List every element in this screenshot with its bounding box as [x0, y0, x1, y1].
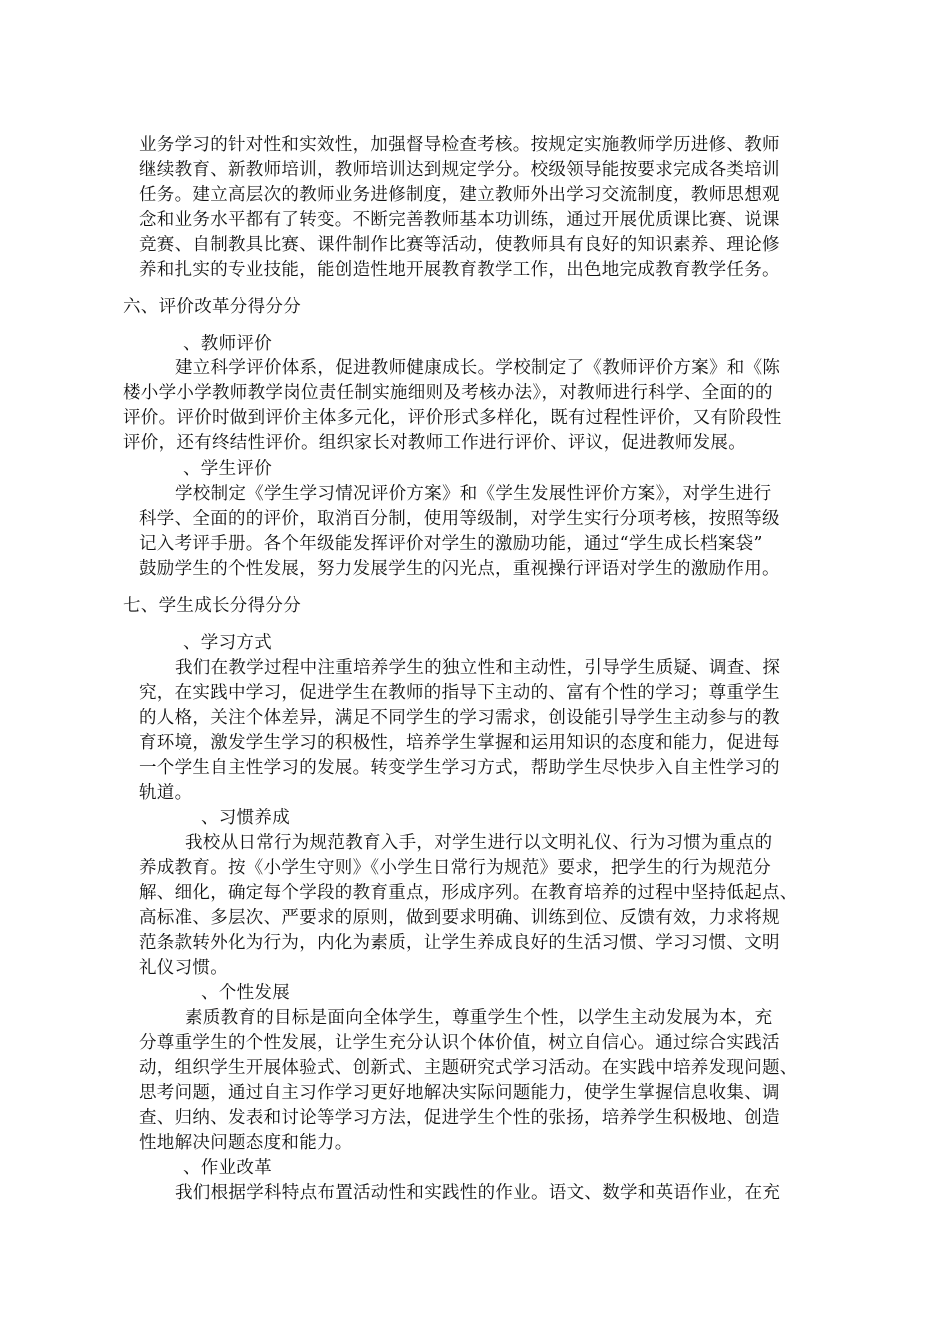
paragraph-line: 究，在实践中学习，促进学生在教师的指导下主动的、富有个性的学习；尊重学生	[139, 683, 780, 703]
subheading-learning-style: 、学习方式	[183, 633, 272, 653]
paragraph-line: 鼓励学生的个性发展，努力发展学生的闪光点，重视操行评语对学生的激励作用。	[139, 559, 780, 579]
paragraph-line: 高标准、多层次、严要求的原则，做到要求明确、训练到位、反馈有效，力求将规	[139, 908, 780, 928]
paragraph-line: 动，组织学生开展体验式、创新式、主题研究式学习活动。在实践中培养发现问题、	[139, 1058, 798, 1078]
paragraph-line: 礼仪习惯。	[139, 958, 228, 978]
paragraph-line: 楼小学小学教师教学岗位责任制实施细则及考核办法》，对教师进行科学、全面的的	[123, 383, 773, 403]
paragraph-line: 评价。评价时做到评价主体多元化，评价形式多样化，既有过程性评价，又有阶段性	[123, 408, 782, 428]
subheading-personality: 、个性发展	[201, 983, 290, 1003]
paragraph-line: 解、细化，确定每个学段的教育重点，形成序列。在教育培养的过程中坚持低起点、	[139, 883, 798, 903]
paragraph-line: 养成教育。按《小学生守则》《小学生日常行为规范》要求，把学生的行为规范分	[139, 858, 772, 878]
paragraph-line: 分尊重学生的个性发展，让学生充分认识个体价值，树立自信心。通过综合实践活	[139, 1033, 780, 1053]
intro-line: 业务学习的针对性和实效性，加强督导检查考核。按规定实施教师学历进修、教师	[139, 135, 780, 155]
paragraph-line: 建立科学评价体系，促进教师健康成长。学校制定了《教师评价方案》和《陈	[175, 358, 781, 378]
paragraph-line: 科学、全面的的评价，取消百分制，使用等级制，对学生实行分项考核，按照等级	[139, 509, 780, 529]
paragraph-line: 我们根据学科特点布置活动性和实践性的作业。语文、数学和英语作业，在充	[175, 1183, 781, 1203]
intro-line: 养和扎实的专业技能，能创造性地开展教育教学工作，出色地完成教育教学任务。	[139, 260, 780, 280]
intro-line: 竞赛、自制教具比赛、课件制作比赛等活动，使教师具有良好的知识素养、理论修	[139, 235, 780, 255]
paragraph-line: 的人格，关注个体差异，满足不同学生的学习需求，创设能引导学生主动参与的教	[139, 708, 780, 728]
subheading-homework-reform: 、作业改革	[183, 1158, 272, 1178]
intro-line: 任务。建立高层次的教师业务进修制度，建立教师外出学习交流制度，教师思想观	[139, 185, 780, 205]
paragraph-line: 思考问题，通过自主习作学习更好地解决实际问题能力，使学生掌握信息收集、调	[139, 1083, 780, 1103]
paragraph-line: 我们在教学过程中注重培养学生的独立性和主动性，引导学生质疑、调查、探	[175, 658, 781, 678]
paragraph-line: 评价，还有终结性评价。组织家长对教师工作进行评价、评议，促进教师发展。	[123, 433, 746, 453]
paragraph-line: 性地解决问题态度和能力。	[139, 1133, 353, 1153]
paragraph-line: 一个学生自主性学习的发展。转变学生学习方式，帮助学生尽快步入自主性学习的	[139, 758, 780, 778]
intro-line: 念和业务水平都有了转变。不断完善教师基本功训练，通过开展优质课比赛、说课	[139, 210, 780, 230]
section-heading-student-growth: 七、学生成长分得分分	[123, 596, 301, 616]
paragraph-line: 素质教育的目标是面向全体学生，尊重学生个性，以学生主动发展为本，充	[185, 1008, 773, 1028]
paragraph-line: 学校制定《学生学习情况评价方案》和《学生发展性评价方案》，对学生进行	[175, 484, 772, 504]
section-heading-evaluation: 六、评价改革分得分分	[123, 297, 301, 317]
paragraph-line: 查、归纳、发表和讨论等学习方法，促进学生个性的张扬，培养学生积极地、创造	[139, 1108, 780, 1128]
subheading-teacher-evaluation: 、教师评价	[183, 334, 272, 354]
paragraph-line: 轨道。	[139, 783, 193, 803]
subheading-habit-formation: 、习惯养成	[201, 808, 290, 828]
paragraph-line: 我校从日常行为规范教育入手，对学生进行以文明礼仪、行为习惯为重点的	[185, 833, 773, 853]
paragraph-line: 记入考评手册。各个年级能发挥评价对学生的激励功能，通过“学生成长档案袋”	[139, 534, 763, 554]
paragraph-line: 范条款转外化为行为，内化为素质，让学生养成良好的生活习惯、学习习惯、文明	[139, 933, 780, 953]
subheading-student-evaluation: 、学生评价	[183, 459, 272, 479]
paragraph-line: 育环境，激发学生学习的积极性，培养学生掌握和运用知识的态度和能力，促进每	[139, 733, 780, 753]
intro-line: 继续教育、新教师培训，教师培训达到规定学分。校级领导能按要求完成各类培训	[139, 160, 780, 180]
